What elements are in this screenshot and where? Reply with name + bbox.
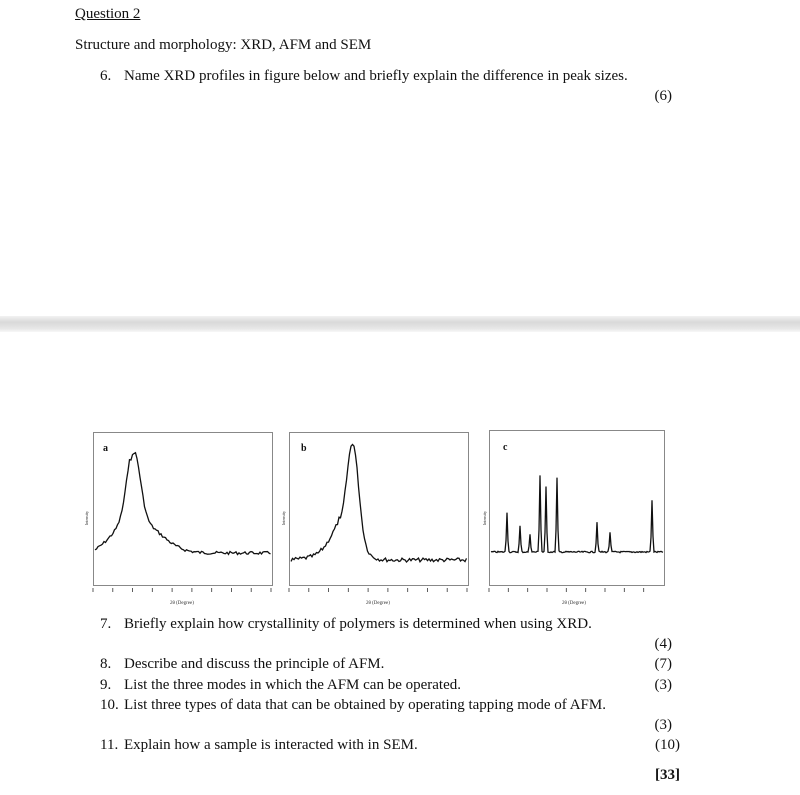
question-8-number: 8.: [100, 656, 112, 672]
panel-c-ylabel: Intensity: [482, 511, 487, 525]
question-10-marks: (3): [654, 717, 672, 733]
panel-a-label: a: [103, 443, 108, 454]
question-9-number: 9.: [100, 677, 112, 693]
question-6-marks: (6): [654, 88, 672, 104]
panel-c-xlabel: 2θ (Degree): [562, 601, 586, 606]
panel-c-label: c: [503, 442, 508, 453]
question-9-text: List the three modes in which the AFM can be operated.: [124, 677, 461, 693]
xrd-trace-c: [491, 475, 663, 552]
total-marks: [33]: [655, 767, 680, 783]
xrd-trace-b: [291, 445, 467, 563]
question-11-text: Explain how a sample is interacted with in SEM.: [124, 737, 418, 753]
xrd-trace-a: [95, 453, 271, 555]
question-7-number: 7.: [100, 616, 112, 632]
question-10-text: List three types of data that can be obtained by operating tapping mode of AFM.: [124, 697, 606, 713]
question-10-number: 10.: [100, 697, 119, 713]
panel-a-xlabel: 2θ (Degree): [170, 601, 194, 606]
section-heading: Structure and morphology: XRD, AFM and SEM: [75, 37, 372, 53]
question-9-marks: (3): [654, 677, 672, 693]
panel-b-xlabel: 2θ (Degree): [366, 601, 390, 606]
panel-b-label: b: [301, 443, 307, 454]
question-title: Question 2: [75, 6, 141, 22]
panel-b-ylabel: Intensity: [281, 511, 286, 525]
question-8-text: Describe and discuss the principle of AFM.: [124, 656, 385, 672]
question-11-number: 11.: [100, 737, 119, 753]
question-6-number: 6.: [100, 68, 112, 84]
question-7-marks: (4): [654, 636, 672, 652]
panel-a-ylabel: Intensity: [84, 511, 89, 525]
question-11-marks: (10): [655, 737, 680, 753]
question-7-text: Briefly explain how crystallinity of polymers is determined when using XRD.: [124, 616, 592, 632]
question-6-text: Name XRD profiles in figure below and briefly explain the difference in peak sizes.: [124, 68, 628, 84]
question-8-marks: (7): [654, 656, 672, 672]
